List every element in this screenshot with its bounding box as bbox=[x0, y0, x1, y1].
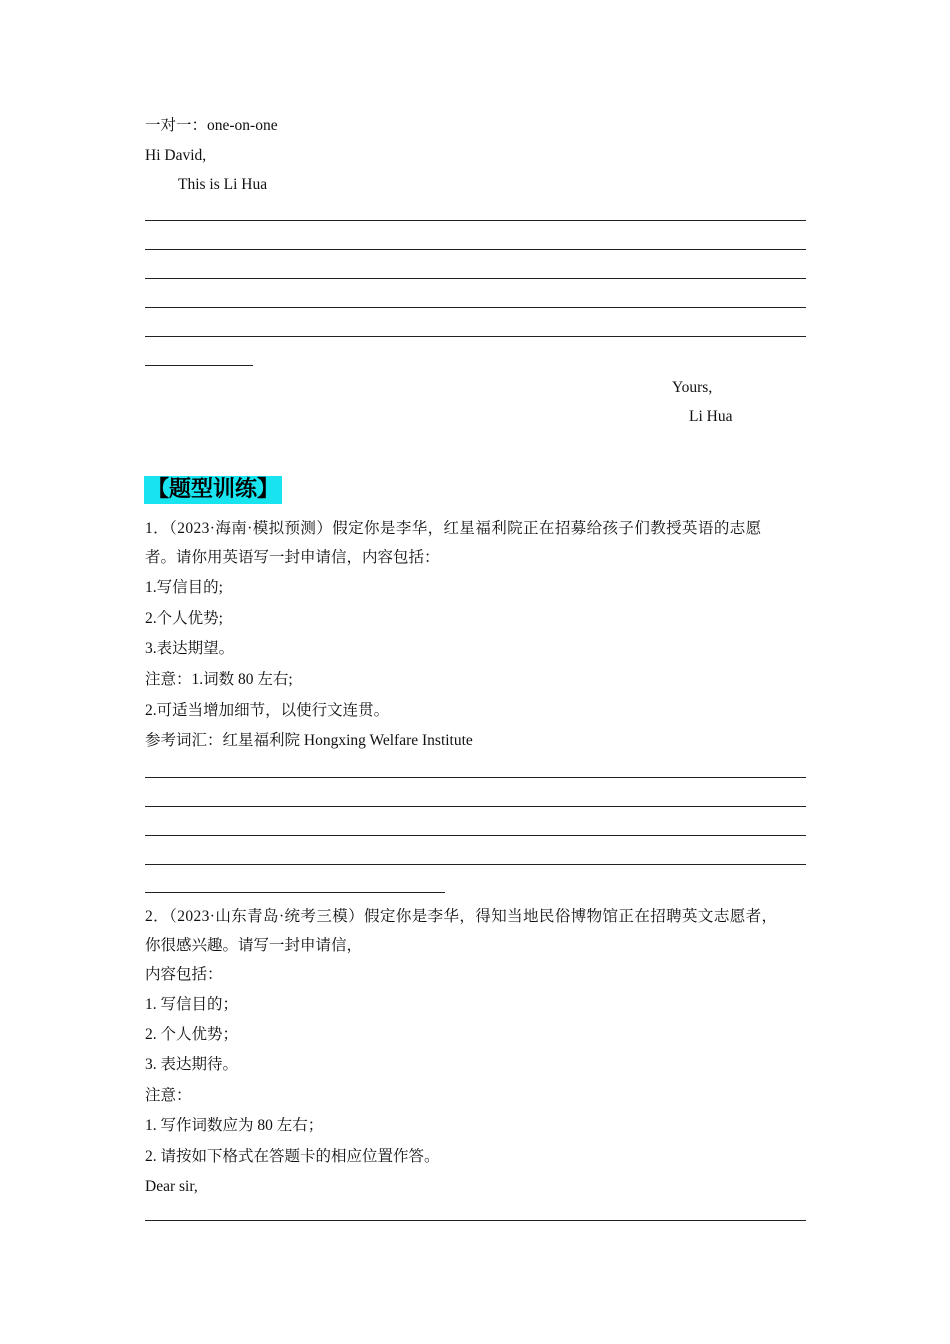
letter-opening: This is Li Hua bbox=[178, 176, 268, 193]
letter-greeting: Hi David, bbox=[145, 147, 207, 164]
task1-vocab: 参考词汇：红星福利院 Hongxing Welfare Institute bbox=[145, 732, 473, 749]
letter-closing: Yours, bbox=[672, 379, 713, 396]
task2-content-label: 内容包括： bbox=[145, 966, 223, 983]
answer-line bbox=[145, 278, 806, 279]
task1-point: 3.表达期望。 bbox=[145, 640, 235, 657]
task2-prompt-line1: 2．（2023·山东青岛·统考三模）假定你是李华，得知当地民俗博物馆正在招聘英文志愿者， bbox=[145, 908, 778, 925]
task2-point: 3. 表达期待。 bbox=[145, 1056, 239, 1073]
task2-salutation: Dear sir, bbox=[145, 1178, 198, 1195]
task2-point: 1. 写信目的； bbox=[145, 996, 239, 1013]
task1-prompt-line2: 者。请你用英语写一封申请信，内容包括： bbox=[145, 549, 440, 566]
answer-line bbox=[145, 835, 806, 836]
answer-line bbox=[145, 249, 806, 250]
task2-note-label: 注意： bbox=[145, 1087, 192, 1104]
task1-point: 1.写信目的; bbox=[145, 579, 223, 596]
answer-line-short bbox=[145, 365, 253, 366]
task2-note: 2. 请按如下格式在答题卡的相应位置作答。 bbox=[145, 1148, 440, 1165]
answer-line bbox=[145, 336, 806, 337]
letter-signature: Li Hua bbox=[689, 408, 733, 425]
answer-line bbox=[145, 806, 806, 807]
answer-line-short bbox=[145, 892, 445, 893]
section-heading: 【题型训练】 bbox=[144, 476, 282, 504]
task1-point: 2.个人优势; bbox=[145, 610, 223, 627]
answer-line bbox=[145, 307, 806, 308]
answer-line bbox=[145, 1220, 806, 1221]
answer-line bbox=[145, 777, 806, 778]
task2-note: 1. 写作词数应为 80 左右； bbox=[145, 1117, 324, 1134]
task2-point: 2. 个人优势； bbox=[145, 1026, 239, 1043]
answer-line bbox=[145, 864, 806, 865]
task2-prompt-line2: 你很感兴趣。请写一封申请信， bbox=[145, 937, 363, 954]
task1-note: 2.可适当增加细节，以使行文连贯。 bbox=[145, 702, 390, 719]
task1-prompt-line1: 1．（2023·海南·模拟预测）假定你是李华，红星福利院正在招募给孩子们教授英语的志愿 bbox=[145, 520, 762, 537]
answer-line bbox=[145, 220, 806, 221]
task1-note: 注意：1.词数 80 左右; bbox=[145, 671, 293, 688]
vocab-note: 一对一：one-on-one bbox=[145, 117, 278, 134]
